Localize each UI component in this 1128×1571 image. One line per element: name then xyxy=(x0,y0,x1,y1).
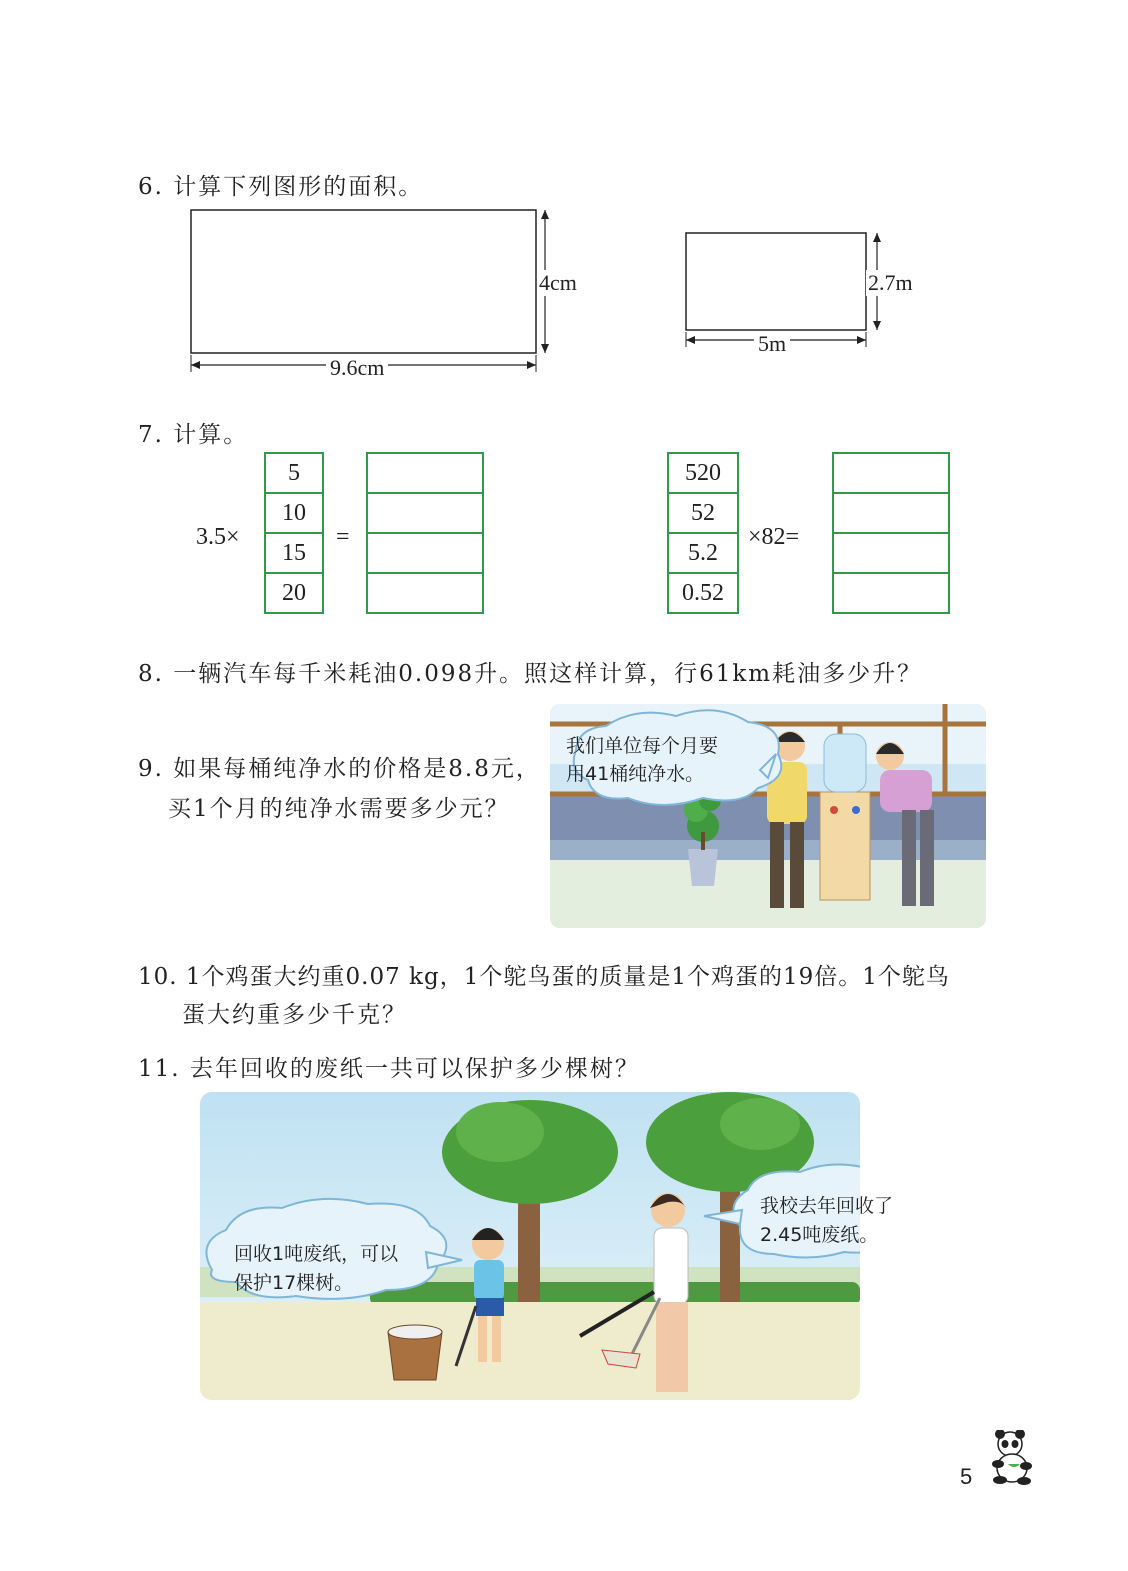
right-answer-table xyxy=(832,452,950,614)
answer-cell[interactable] xyxy=(833,533,949,573)
right-operand-table xyxy=(667,452,739,614)
answer-cell[interactable] xyxy=(833,493,949,533)
left-answer-table xyxy=(366,452,484,614)
question-9-line-1: 9. 如果每桶纯净水的价格是8.8元， xyxy=(138,756,541,782)
left-operand-cell: 5 xyxy=(265,453,323,493)
left-bubble-line-1: 回收1吨废纸，可以 xyxy=(234,1243,399,1265)
office-bubble-line-1: 我们单位每个月要 xyxy=(566,735,719,757)
right-operand-cell: 5.2 xyxy=(668,533,738,573)
rectangle-2-height-label: 2.7m xyxy=(868,270,913,295)
office-bubble-line-2: 用41桶纯净水。 xyxy=(566,763,705,785)
right-operand-cell: 0.52 xyxy=(668,573,738,613)
question-6-title: 6. 计算下列图形的面积。 xyxy=(138,174,424,200)
right-operand-cell: 52 xyxy=(668,493,738,533)
left-multiplier: 3.5× xyxy=(196,524,240,550)
right-bubble-line-1: 我校去年回收了 xyxy=(760,1195,894,1217)
right-multiplier: ×82= xyxy=(748,524,800,550)
answer-cell[interactable] xyxy=(367,573,483,613)
question-7-title: 7. 计算。 xyxy=(138,422,249,448)
rectangle-1-height-label: 4cm xyxy=(539,270,577,295)
right-operand-cell: 520 xyxy=(668,453,738,493)
left-bubble-line-2: 保护17棵树。 xyxy=(234,1272,354,1294)
answer-cell[interactable] xyxy=(367,493,483,533)
left-operand-cell: 20 xyxy=(265,573,323,613)
answer-cell[interactable] xyxy=(367,533,483,573)
answer-cell[interactable] xyxy=(367,453,483,493)
right-bubble-line-2: 2.45吨废纸。 xyxy=(760,1224,879,1246)
left-equals-sign: = xyxy=(336,524,350,550)
question-9-line-2: 买1个月的纯净水需要多少元？ xyxy=(168,796,510,822)
panda-icon xyxy=(988,1430,1040,1488)
question-11-title: 11. 去年回收的废纸一共可以保护多少棵树？ xyxy=(138,1056,640,1082)
rectangle-1-width-label: 9.6cm xyxy=(326,355,388,381)
rectangle-2-width-label: 5m xyxy=(754,331,790,357)
question-8-text: 8. 一辆汽车每千米耗油0.098升。照这样计算，行61km耗油多少升？ xyxy=(138,661,923,687)
question-10-line-2: 蛋大约重多少千克？ xyxy=(182,1002,407,1028)
page-number: 5 xyxy=(960,1464,973,1489)
left-operand-table xyxy=(264,452,324,614)
question-10-line-1: 10. 1个鸡蛋大约重0.07 kg，1个鸵鸟蛋的质量是1个鸡蛋的19倍。1个鸵鸟 xyxy=(138,964,950,990)
answer-cell[interactable] xyxy=(833,573,949,613)
left-operand-cell: 15 xyxy=(265,533,323,573)
answer-cell[interactable] xyxy=(833,453,949,493)
left-operand-cell: 10 xyxy=(265,493,323,533)
